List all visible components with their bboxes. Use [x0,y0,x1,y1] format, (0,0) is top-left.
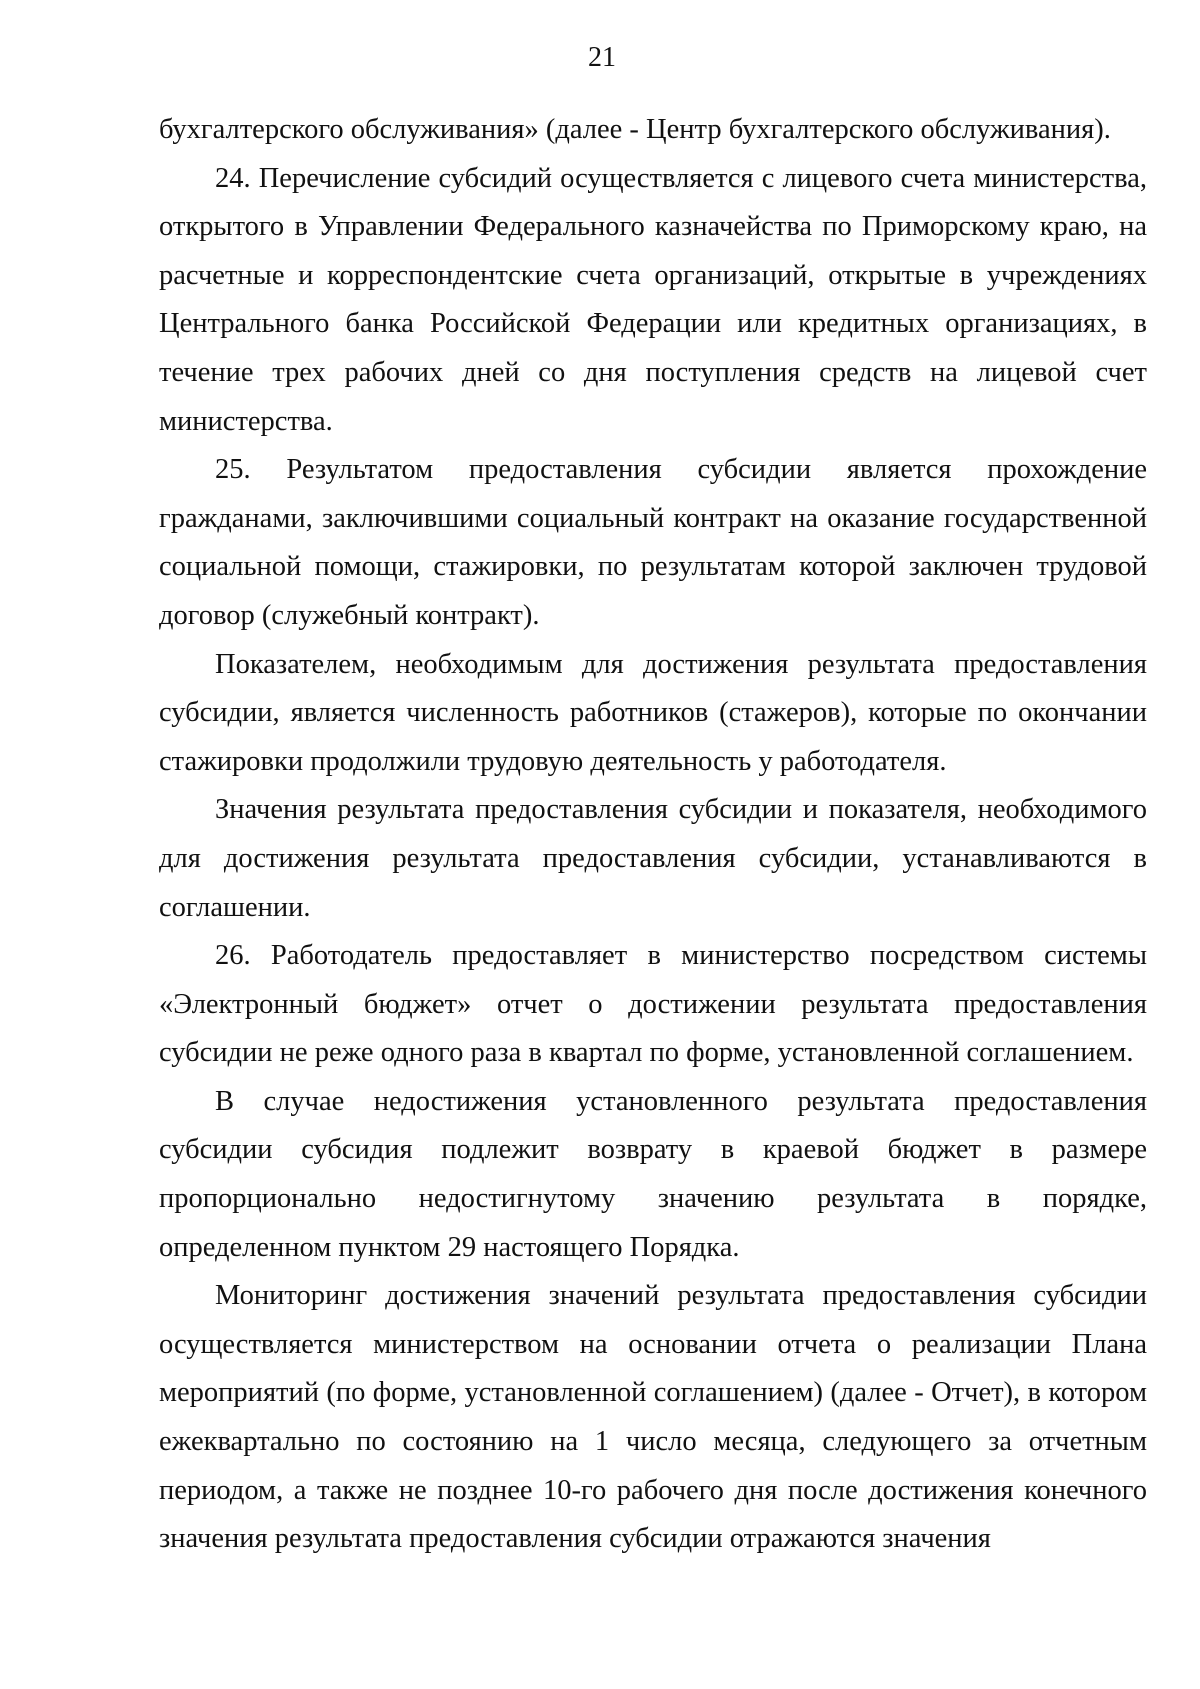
page-number: 21 [588,42,616,73]
paragraph-values: Значения результата предоставления субсидии и показателя, необходимого для достижения результата предоставления субсидии, устанавливаются в соглашении. [159,794,1147,923]
paragraph-item-24: 24. Перечисление субсидий осуществляется с лицевого счета министерства, открытого в Управлении Федерального казначейства по Приморскому краю, на расчетные и корреспондентские счета организаций, открытые в учреждениях Центрального банка Российской Федерации или кредитных организациях, в течение трех рабочих дней со дня поступления средств на лицевой счет министерства. [159,162,1147,437]
paragraph-item-26: 26. Работодатель предоставляет в министерство посредством системы «Электронный бюджет» отчет о достижении результата предоставления субсидии не реже одного раза в квартал по форме, установленной соглашением. [159,940,1147,1069]
paragraph-indicator: Показателем, необходимым для достижения результата предоставления субсидии, является численность работников (стажеров), которые по окончании стажировки продолжили трудовую деятельность у работодателя. [159,648,1147,777]
paragraph-refund: В случае недостижения установленного результата предоставления субсидии субсидия подлежит возврату в краевой бюджет в размере пропорционально недостигнутому значению результата в порядке, определенном пунктом 29 настоящего Порядка. [159,1085,1147,1263]
paragraph-monitoring: Мониторинг достижения значений результата предоставления субсидии осуществляется министерством на основании отчета о реализации Плана мероприятий (по форме, установленной соглашением) (далее - Отчет), в котором ежеквартально по состоянию на 1 число месяца, следующего за отчетным периодом, а также не позднее 10-го рабочего дня после достижения конечного значения результата предоставления субсидии отражаются значения [159,1280,1147,1555]
paragraph-item-25: 25. Результатом предоставления субсидии является прохождение гражданами, заключившими социальный контракт на оказание государственной социальной помощи, стажировки, по результатам которой заключен трудовой договор (служебный контракт). [159,454,1147,631]
document-body [159,106,1147,1564]
paragraph-continuation: бухгалтерского обслуживания» (далее - Центр бухгалтерского обслуживания). [159,114,1111,145]
